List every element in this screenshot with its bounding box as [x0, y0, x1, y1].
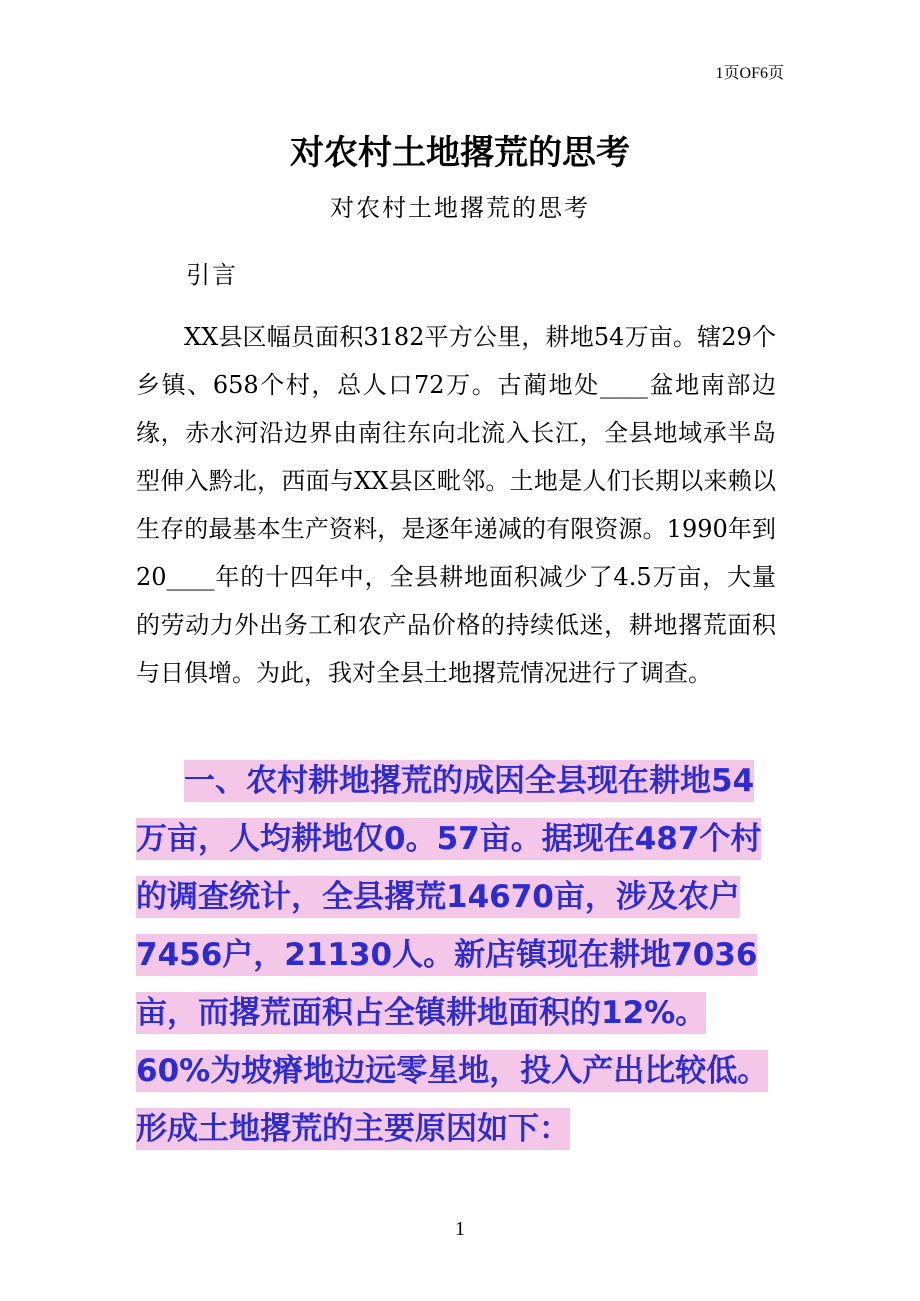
page-number: 1: [455, 1218, 465, 1240]
intro-heading: 引言: [186, 261, 238, 289]
page-indicator: 1页OF6页: [715, 65, 784, 82]
document-title: 对农村土地撂荒的思考: [290, 133, 630, 173]
highlighted-text: 一、农村耕地撂荒的成因全县现在耕地54万亩，人均耕地仅0。57亩。据现在487个村的调查统计，全县撂荒14670亩，涉及农户7456户，21130人。新店镇现在耕地7036亩，而撂荒面积占全镇耕地面积的12%。60%为坡瘠地边远零星地，投入产出比较低。形成土地撂荒的主要原因如下：: [136, 760, 768, 1150]
highlighted-paragraph: [136, 752, 776, 1158]
intro-paragraph: XX县区幅员面积3182平方公里，耕地54万亩。辖29个乡镇、658个村，总人口72万。古蔺地处____盆地南部边缘，赤水河沿边界由南往东向北流入长江，全县地域承半岛型伸入黔北，西面与XX县区毗邻。土地是人们长期以来赖以生存的最基本生产资料，是逐年递减的有限资源。1990年到20____年的十四年中，全县耕地面积减少了4.5万亩，大量的劳动力外出务工和农产品价格的持续低迷，耕地撂荒面积与日俱增。为此，我对全县土地撂荒情况进行了调查。: [136, 323, 776, 687]
document-subtitle: 对农村土地撂荒的思考: [330, 194, 590, 222]
